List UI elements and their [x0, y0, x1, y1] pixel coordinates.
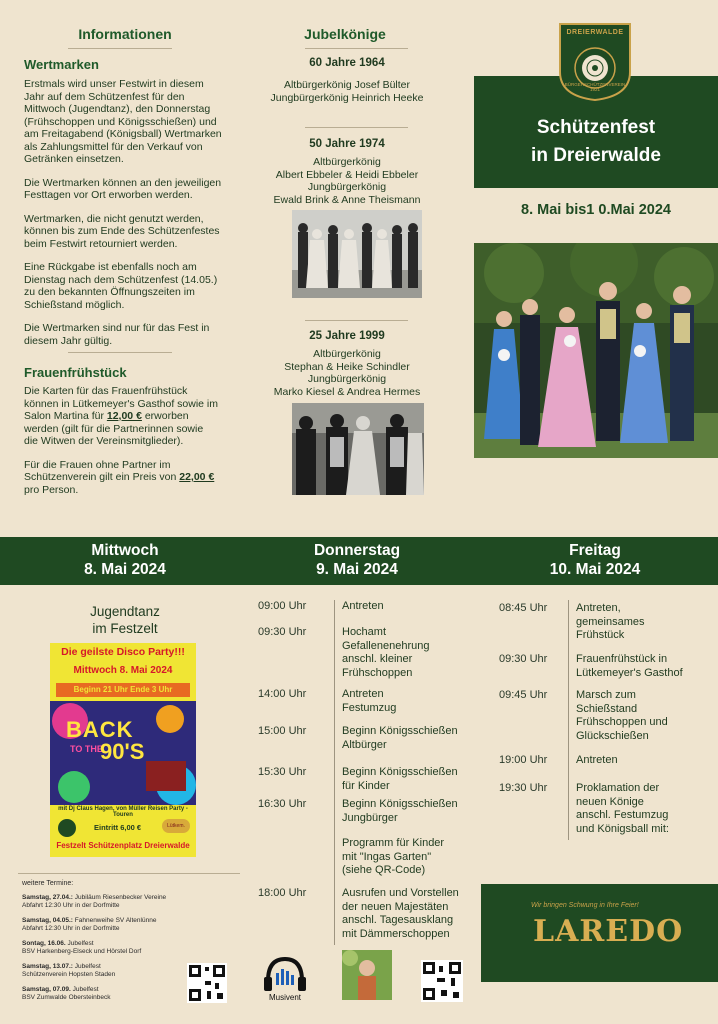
wertmarken-p5: Die Wertmarken sind nur für das Fest in diesem Jahr gültig.: [24, 322, 210, 347]
y50-title: 50 Jahre 1974: [309, 138, 385, 150]
schedule-time: 19:00 Uhr: [499, 754, 548, 766]
y50-text: Altbürgerkönig Albert Ebbeler & Heidi Ebbeler Jungbürgerkönig Ewald Brink & Anne Theismann: [273, 156, 421, 206]
schedule-event: Proklamation der neuen Könige anschl. Festumzug und Königsball mit:: [576, 782, 669, 835]
day-header-freitag: Freitag 10. Mai 2024: [549, 542, 641, 578]
freitag-divider: [568, 600, 569, 840]
poster-entry: Eintritt 6,00 €: [94, 823, 142, 832]
schedule-event: Antreten: [342, 600, 384, 612]
poster-date: Mittwoch 8. Mai 2024: [73, 665, 173, 676]
schedule-event: Programm für Kinder mit "Ingas Garten" (siehe QR-Code): [342, 837, 445, 876]
day-header-donnerstag: Donnerstag 9. Mai 2024: [313, 542, 401, 578]
schedule-time: 16:30 Uhr: [258, 798, 307, 810]
y25-title: 25 Jahre 1999: [309, 330, 385, 342]
wertmarken-p3: Wertmarken, die nicht genutzt werden, können bis zum Ende des Schützenfestes beim Festwirt retourniert werden.: [24, 212, 220, 250]
poster-back: BACK: [66, 717, 134, 742]
schedule-event: Antreten: [576, 754, 618, 766]
schedule-event: Beginn Königsschießen für Kinder: [342, 766, 458, 792]
divider: [305, 320, 408, 321]
y60-title: 60 Jahre 1964: [309, 57, 385, 69]
schedule-event: Beginn Königsschießen Altbürger: [342, 725, 458, 751]
poster-to-the: TO THE: [70, 744, 103, 754]
title-line1: Schützenfest: [536, 117, 656, 138]
schedule-time: 08:45 Uhr: [499, 602, 548, 614]
photo-1974: [292, 210, 422, 298]
schedule-time: 09:30 Uhr: [499, 653, 548, 665]
divider: [305, 48, 408, 49]
schedule-event: Beginn Königsschießen Jungbürger: [342, 798, 458, 824]
logo-ring-text: BÜRGERSCHÜTZENVEREIN 1921: [564, 82, 626, 92]
schedule-event: Hochamt Gefallenenehrung anschl. kleiner Frühschoppen: [342, 626, 430, 679]
laredo-slogan: Wir bringen Schwung in Ihre Feier!: [531, 902, 639, 909]
poster-headline: Die geilste Disco Party!!!: [61, 646, 185, 658]
divider: [305, 127, 408, 128]
weitere-heading: weitere Termine:: [22, 880, 74, 887]
weitere-item: Sontag, 16.06. Jubelfest BSV Harkenberg-Elseck und Hörstel Dorf: [22, 940, 142, 955]
schedule-event: Antreten, gemeinsames Frühstück: [576, 602, 645, 641]
weitere-item: Samstag, 27.04.: Jubiläum Riesenbecker Vereine Abfahrt 12:30 Uhr in der Dorfmitte: [22, 894, 167, 909]
poster-time: Beginn 21 Uhr Ende 3 Uhr: [56, 683, 190, 697]
fest-title: [474, 114, 718, 170]
wertmarken-text: [24, 78, 224, 347]
wertmarken-p2: Die Wertmarken können an den jeweiligen Festtagen vor Ort erworben werden.: [24, 176, 222, 201]
price-22: 22,00 €: [179, 471, 215, 483]
schedule-time: 18:00 Uhr: [258, 887, 307, 899]
ingas-garten-photo: [342, 950, 392, 1000]
poster-dj: mit Dj Claus Hagen, von Müller Reisen Party - Touren: [58, 806, 188, 818]
schedule-time: 15:00 Uhr: [258, 725, 307, 737]
divider: [68, 48, 172, 49]
fruehstueck-p1: Die Karten für das Frauenfrühstück können in Lütkemeyer's Gasthof sowie im Salon Martina für 12,00 € erworben werden (gilt für die Partnerinnen sowie die Witwen der Vereinsmitglieder).: [24, 385, 219, 447]
fest-dates: 8. Mai bis1 0.Mai 2024: [521, 202, 671, 218]
schedule-time: 19:30 Uhr: [499, 782, 548, 794]
logo-top-text: DREIERWALDE: [566, 29, 624, 36]
photo-1999: [292, 403, 424, 495]
musivent-logo: [260, 955, 310, 1005]
poster-art: [50, 701, 196, 805]
mittwoch-event: Jugendtanz im Festzelt: [90, 604, 160, 636]
schedule-time: 09:45 Uhr: [499, 689, 548, 701]
schedule-event: Antreten Festumzug: [342, 688, 397, 714]
fruehstueck-p2: Für die Frauen ohne Partner im Schützenverein gilt ein Preis von 22,00 € pro Person.: [24, 458, 215, 496]
jubel-heading: Jubelkönige: [304, 26, 386, 42]
schedule-event: Frauenfrühstück in Lütkemeyer's Gasthof: [576, 653, 683, 679]
y25-text: Altbürgerkönig Stephan & Heike Schindler Jungbürgerkönig Marko Kiesel & Andrea Hermes: [273, 348, 421, 398]
schedule-time: 09:30 Uhr: [258, 626, 307, 638]
info-heading: Informationen: [78, 26, 172, 42]
wertmarken-p1: Erstmals wird unser Festwirt in diesem Jahr auf dem Schützenfest für den Mittwoch (Jugendtanz), den Donnerstag (Frühschoppen und Königsschießen) und am Freitagabend (Königsball) Wertmarken als Zahlungsmittel für den Verkauf von Getränken einsetzen.: [24, 78, 222, 165]
schedule-event: Marsch zum Schießstand Frühschoppen und Glückschießen: [576, 689, 668, 742]
donnerstag-divider: [334, 600, 335, 945]
fruehstueck-text: [24, 385, 220, 496]
price-12: 12,00 €: [106, 410, 142, 422]
laredo-banner: [481, 884, 718, 982]
fruehstueck-title: Frauenfrühstück: [24, 365, 127, 380]
weitere-item: Samstag, 04.05.: Fahnenweihe SV Altenlünne Abfahrt 12:30 Uhr in der Dorfmitte: [22, 917, 157, 932]
schedule-time: 14:00 Uhr: [258, 688, 307, 700]
weitere-item: Samstag, 13.07.: Jubelfest Schützenverein Hopsten Staden: [22, 963, 116, 978]
poster-90s: 90'S: [100, 739, 145, 764]
laredo-name: LAREDO: [533, 914, 684, 949]
poster-club-icon: [58, 819, 76, 837]
schedule-event: Ausrufen und Vorstellen der neuen Majestäten anschl. Tagesausklang mit Dämmerschoppen: [342, 887, 459, 940]
schedule-time: 15:30 Uhr: [258, 766, 307, 778]
musivent-label: Musivent: [268, 993, 301, 1002]
title-line2: in Dreierwalde: [531, 145, 661, 166]
y60-text: Altbürgerkönig Josef Bülter Jungbürgerkönig Heinrich Heeke: [270, 79, 424, 104]
wertmarken-title: Wertmarken: [24, 57, 99, 72]
weitere-item: Samstag, 07.09. Jubelfest BSV Zumwalde Obersteinbeck: [22, 986, 111, 1001]
poster-badge: Lütkem.: [162, 819, 190, 833]
divider: [68, 352, 172, 353]
schedule-time: 09:00 Uhr: [258, 600, 307, 612]
disco-party-poster: [50, 643, 196, 857]
poster-place: Festzelt Schützenplatz Dreierwalde: [56, 841, 190, 850]
divider: [18, 873, 240, 874]
qr-code-icon[interactable]: [187, 963, 227, 1003]
wertmarken-p4: Eine Rückgabe ist ebenfalls noch am Dienstag nach dem Schützenfest (14.05.) zu den bekannten Öffnungszeiten im Schießstand möglich.: [24, 261, 218, 311]
photo-royals-2024: [474, 243, 718, 458]
qr-code-icon[interactable]: [421, 960, 463, 1002]
day-header-mittwoch: Mittwoch 8. Mai 2024: [84, 542, 166, 578]
